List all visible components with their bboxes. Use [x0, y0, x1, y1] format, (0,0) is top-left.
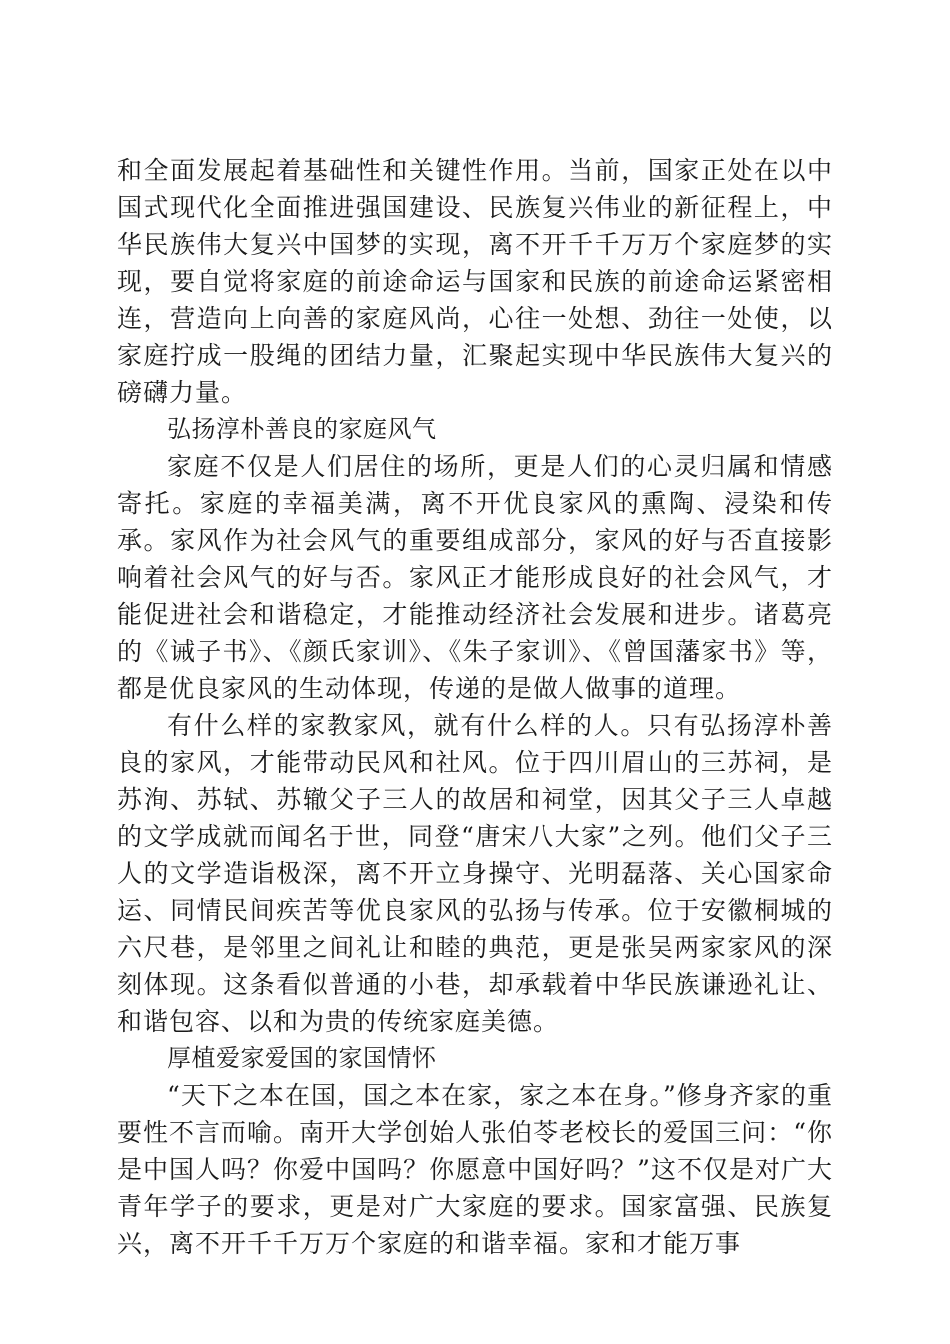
body-paragraph: “天下之本在国，国之本在家，家之本在身。”修身齐家的重要性不言而喻。南开大学创始人张伯苓老校长的爱国三问：“你是中国人吗？你爱中国吗？你愿意中国好吗？”这不仅是对广大青年学子的要求，更是对广大家庭的要求。国家富强、民族复兴，离不开千千万万个家庭的和谐幸福。家和才能万事 — [117, 1081, 833, 1258]
document-page — [117, 152, 833, 1262]
body-paragraph: 家庭不仅是人们居住的场所，更是人们的心灵归属和情感寄托。家庭的幸福美满，离不开优良家风的熏陶、浸染和传承。家风作为社会风气的重要组成部分，家风的好与否直接影响着社会风气的好与否。家风正才能形成良好的社会风气，才能促进社会和谐稳定，才能推动经济社会发展和进步。诸葛亮的《诫子书》、《颜氏家训》、《朱子家训》、《曾国藩家书》等，都是优良家风的生动体现，传递的是做人做事的道理。 — [117, 452, 833, 703]
section-heading: 弘扬淳朴善良的家庭风气 — [167, 415, 437, 443]
section-heading: 厚植爱家爱国的家国情怀 — [167, 1044, 437, 1072]
body-paragraph: 和全面发展起着基础性和关键性作用。当前，国家正处在以中国式现代化全面推进强国建设、民族复兴伟业的新征程上，中华民族伟大复兴中国梦的实现，离不开千千万万个家庭梦的实现，要自觉将家庭的前途命运与国家和民族的前途命运紧密相连，营造向上向善的家庭风尚，心往一处想、劲往一处使，以家庭拧成一股绳的团结力量，汇聚起实现中华民族伟大复兴的磅礴力量。 — [117, 156, 833, 407]
body-paragraph: 有什么样的家教家风，就有什么样的人。只有弘扬淳朴善良的家风，才能带动民风和社风。位于四川眉山的三苏祠，是苏洵、苏轼、苏辙父子三人的故居和祠堂，因其父子三人卓越的文学成就而闻名于世，同登“唐宋八大家”之列。他们父子三人的文学造诣极深，离不开立身操守、光明磊落、关心国家命运、同情民间疾苦等优良家风的弘扬与传承。位于安徽桐城的六尺巷，是邻里之间礼让和睦的典范，更是张吴两家家风的深刻体现。这条看似普通的小巷，却承载着中华民族谦逊礼让、和谐包容、以和为贵的传统家庭美德。 — [117, 711, 833, 1036]
